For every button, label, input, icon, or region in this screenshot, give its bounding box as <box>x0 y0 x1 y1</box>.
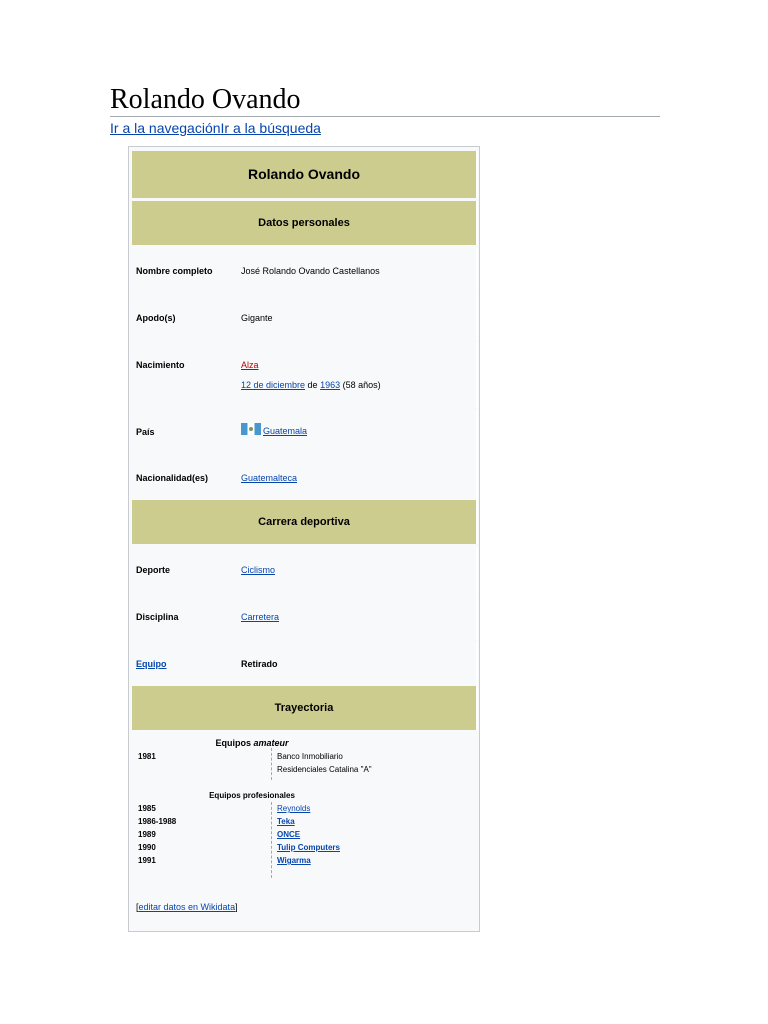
country-value <box>241 423 307 436</box>
field-label: Disciplina <box>136 612 179 622</box>
guatemala-flag-icon[interactable] <box>241 423 261 435</box>
pro-year: 1986-1988 <box>138 817 177 826</box>
field-apodo <box>132 295 478 341</box>
birth-date-connector: de <box>305 380 321 390</box>
wikidata-edit <box>136 902 238 912</box>
field-value: Gigante <box>241 313 273 323</box>
pro-year: 1985 <box>138 804 156 813</box>
title-divider <box>110 116 660 117</box>
infobox <box>128 146 480 932</box>
amateur-team: Banco Inmobiliario <box>277 752 343 761</box>
field-nacimiento <box>132 342 478 408</box>
amateur-caption <box>132 738 372 748</box>
birthplace-redlink[interactable]: Alza <box>241 360 259 370</box>
amateur-year: 1981 <box>138 752 156 761</box>
field-value: José Rolando Ovando Castellanos <box>241 266 380 276</box>
amateur-team: Residenciales Catalina "A" <box>277 765 372 774</box>
infobox-title: Rolando Ovando <box>132 151 478 198</box>
birth-year-link[interactable]: 1963 <box>320 380 341 390</box>
field-disciplina <box>132 594 478 640</box>
jump-to-search-link[interactable]: Ir a la búsqueda <box>220 120 321 136</box>
birth-age: (58 años) <box>340 380 381 390</box>
field-nacionalidad <box>132 455 478 501</box>
sport-link[interactable]: Ciclismo <box>241 565 276 575</box>
page-title: Rolando Ovando <box>110 84 301 115</box>
bracket: [ <box>136 902 139 912</box>
column-divider <box>271 802 272 878</box>
pro-team-link[interactable]: Wigarma <box>277 856 311 865</box>
pro-team-link[interactable]: Teka <box>277 817 295 826</box>
field-label: País <box>136 427 155 437</box>
nationality-link[interactable]: Guatemalteca <box>241 473 298 483</box>
pro-year: 1990 <box>138 843 156 852</box>
section-header-career: Carrera deportiva <box>132 500 478 544</box>
team-label-link[interactable]: Equipo <box>136 659 167 669</box>
birth-date <box>241 380 381 390</box>
caption-emphasis: amateur <box>253 738 289 748</box>
column-divider <box>271 748 272 780</box>
field-label: Deporte <box>136 565 171 575</box>
field-deporte <box>132 547 478 593</box>
caption-text: Equipos <box>215 738 254 748</box>
pro-caption: Equipos profesionales <box>209 791 295 800</box>
country-link[interactable]: Guatemala <box>263 426 308 436</box>
birth-date-link[interactable]: 12 de diciembre <box>241 380 306 390</box>
pro-year: 1989 <box>138 830 156 839</box>
bracket: ] <box>235 902 238 912</box>
pro-year: 1991 <box>138 856 156 865</box>
field-label: Apodo(s) <box>136 313 176 323</box>
discipline-link[interactable]: Carretera <box>241 612 280 622</box>
wikidata-edit-link[interactable]: editar datos en Wikidata <box>138 902 236 912</box>
field-equipo <box>132 641 478 687</box>
pro-team-link[interactable]: Reynolds <box>277 804 311 813</box>
field-value: Retirado <box>241 659 278 669</box>
trajectory-table <box>132 734 478 884</box>
field-label: Nombre completo <box>136 266 213 276</box>
pro-team-link[interactable]: ONCE <box>277 830 301 839</box>
jump-links <box>110 119 321 137</box>
jump-to-navigation-link[interactable]: Ir a la navegación <box>110 120 221 136</box>
field-nombre-completo <box>132 248 478 294</box>
pro-team-link[interactable]: Tulip Computers <box>277 843 340 852</box>
section-header-trajectory: Trayectoria <box>132 686 478 730</box>
field-pais <box>132 409 478 455</box>
birthplace-link[interactable] <box>241 360 259 370</box>
field-label: Nacionalidad(es) <box>136 473 209 483</box>
section-header-personal: Datos personales <box>132 201 478 245</box>
field-label: Nacimiento <box>136 360 185 370</box>
